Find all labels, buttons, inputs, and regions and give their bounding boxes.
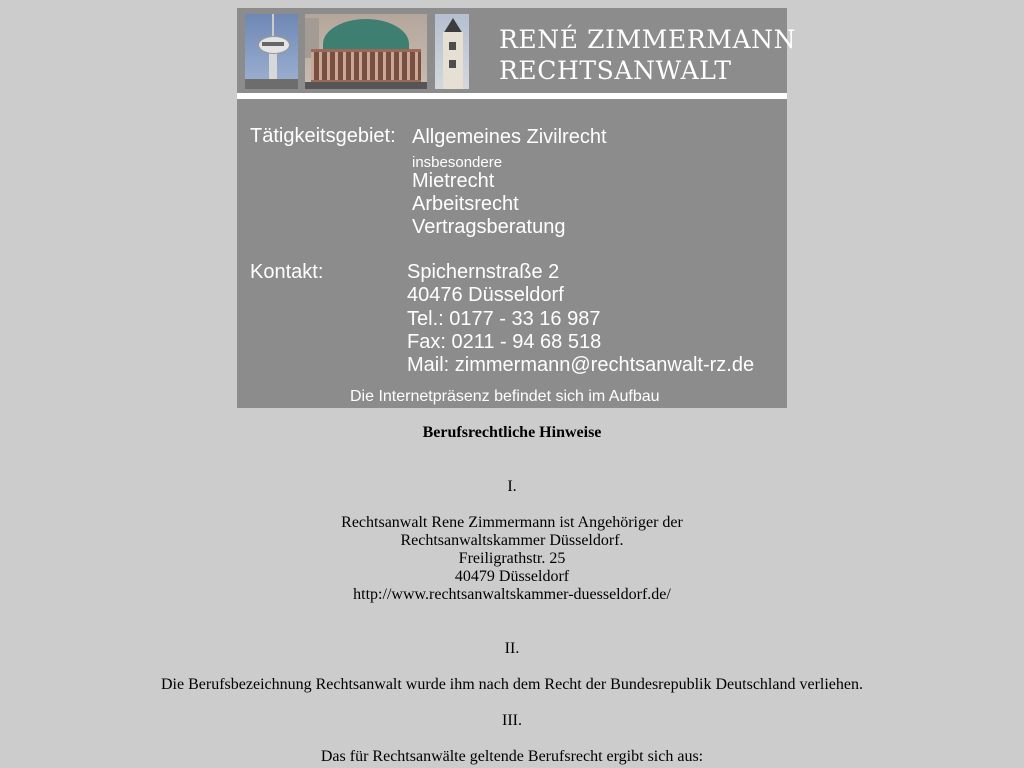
section-number: III.: [502, 712, 522, 729]
section-text: Die Berufsbezeichnung Rechtsanwalt wurde ihm nach dem Recht der Bundesrepublik Deutschland verliehen.: [161, 676, 863, 693]
section-number: I.: [507, 478, 517, 495]
construction-notice: Die Internetpräsenz befindet sich im Aufbau: [350, 388, 660, 405]
contact-fax: Fax: 0211 - 94 68 518: [407, 331, 602, 353]
practice-sub: insbesondere: [412, 154, 503, 171]
contact-mail: Mail: zimmermann@rechtsanwalt-rz.de: [407, 354, 755, 376]
castle-tower-photo: [435, 14, 469, 89]
section-line: Rechtsanwalt Rene Zimmermann ist Angehöriger der: [341, 514, 683, 531]
header-banner: [237, 8, 797, 408]
legal-notice-section: [0, 424, 1024, 766]
brand-name: RENÉ ZIMMERMANN: [499, 25, 797, 54]
contact-city: 40476 Düsseldorf: [407, 284, 564, 306]
section-text: Das für Rechtsanwälte geltende Berufsrecht ergibt sich aus:: [320, 748, 704, 765]
dome-building-photo: [305, 14, 427, 89]
contact-street: Spichernstraße 2: [407, 261, 560, 283]
legal-heading: Berufsrechtliche Hinweise: [422, 424, 602, 441]
section-number: II.: [504, 640, 520, 657]
contact-phone: Tel.: 0177 - 33 16 987: [407, 308, 601, 330]
practice-area: Vertragsberatung: [412, 216, 566, 238]
section-line: 40479 Düsseldorf: [454, 568, 570, 585]
section-line: Freiligrathstr. 25: [458, 550, 566, 567]
practice-label: Tätigkeitsgebiet:: [250, 125, 396, 147]
practice-main: Allgemeines Zivilrecht: [412, 126, 607, 148]
tv-tower-photo: [245, 14, 298, 89]
brand-title: RECHTSANWALT: [499, 56, 732, 85]
practice-area: Mietrecht: [412, 170, 495, 192]
brand-logo: [499, 24, 796, 86]
header-divider: [237, 93, 787, 99]
contact-label: Kontakt:: [250, 261, 324, 283]
section-line: Rechtsanwaltskammer Düsseldorf.: [400, 532, 624, 549]
bar-association-link[interactable]: http://www.rechtsanwaltskammer-duesseldorf.de/: [353, 586, 671, 603]
practice-area: Arbeitsrecht: [412, 193, 519, 215]
